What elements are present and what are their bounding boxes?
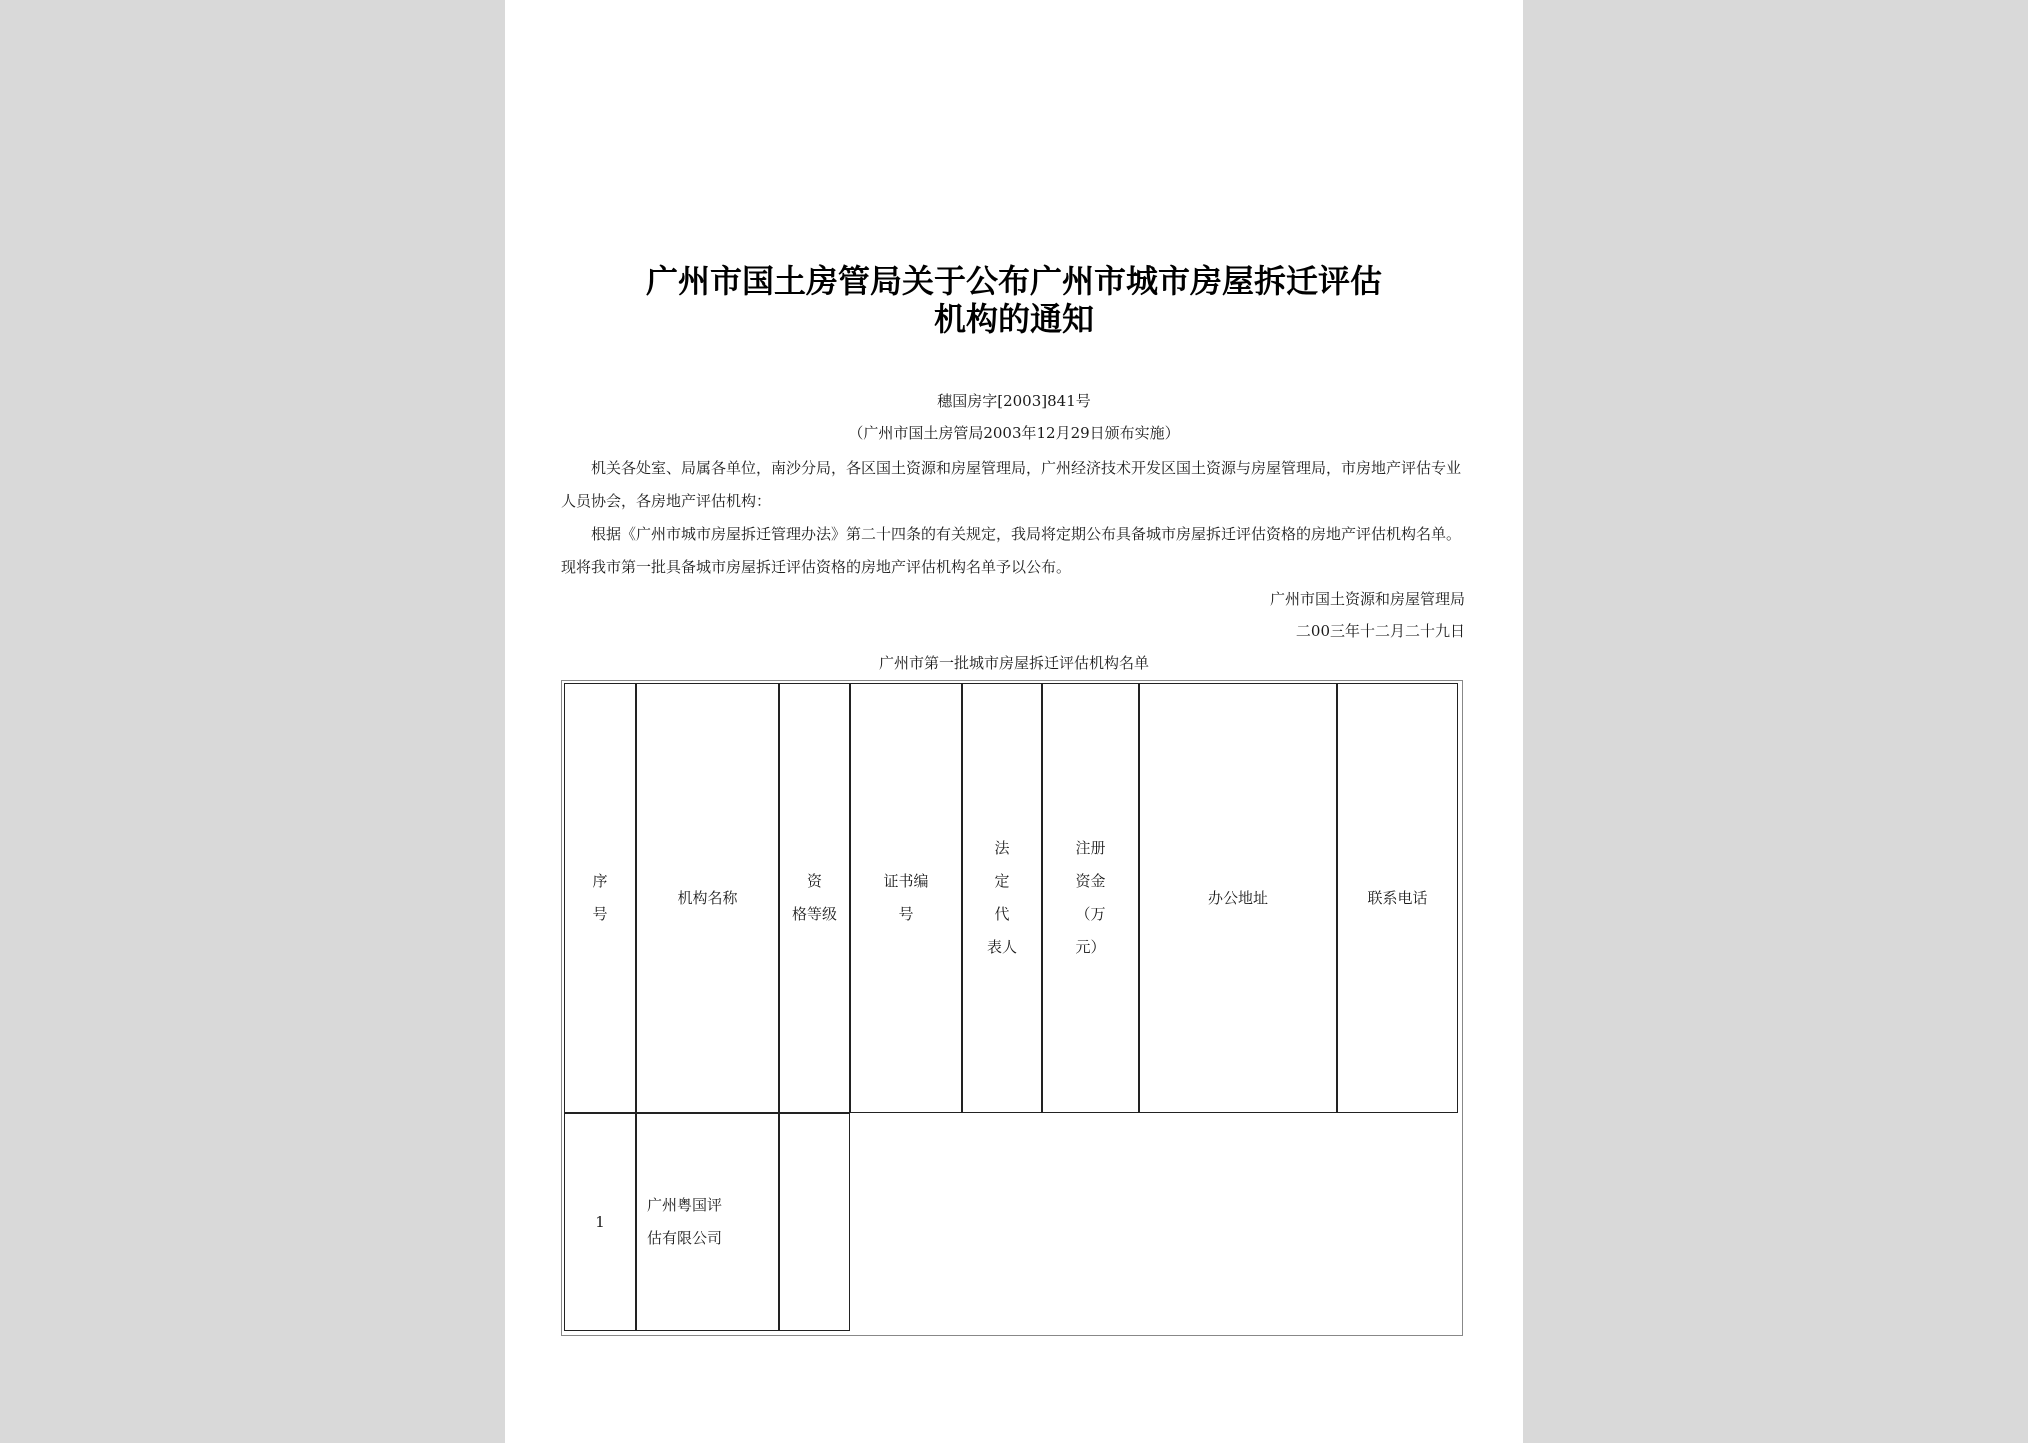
header-label: 序 号 [592,872,608,923]
header-cell-index [564,683,636,1113]
document-page [505,0,1523,1443]
header-cell-grade [779,683,850,1113]
table-caption: 广州市第一批城市房屋拆迁评估机构名单 [878,654,1149,672]
header-label: 办公地址 [1207,888,1268,907]
title-line-2: 机构的通知 [933,300,1094,338]
header-cell-address [1139,683,1337,1113]
header-cell-capital [1042,683,1139,1113]
header-label: 机构名称 [677,888,738,907]
institution-table [561,680,1463,1336]
header-cell-certificate [850,683,962,1113]
header-cell-legal-rep [962,683,1042,1113]
row-1-grade [779,1113,850,1331]
paragraph-addressees [561,452,1471,518]
header-label: 联系电话 [1367,888,1428,907]
document-number: 穗国房字[2003]841号 [937,392,1091,410]
cell-value: 1 [595,1212,605,1231]
document-title [505,262,1523,338]
header-label: 证书编 号 [883,872,929,923]
header-label: 注册 资金 （万 元） [1075,839,1106,956]
header-cell-name [636,683,779,1113]
issued-note: （广州市国土房管局2003年12月29日颁布实施） [848,424,1180,442]
paragraph-text: 机关各处室、局属各单位，南沙分局，各区国土资源和房屋管理局，广州经济技术开发区国土资源与房屋管理局，市房地产评估专业人员协会，各房地产评估机构： [561,459,1462,510]
signature-organization: 广州市国土资源和房屋管理局 [1269,590,1465,608]
title-line-1: 广州市国土房管局关于公布广州市城市房屋拆迁评估 [645,262,1382,300]
cell-value: 广州粤国评 估有限公司 [647,1196,723,1247]
paragraph-text: 根据《广州市城市房屋拆迁管理办法》第二十四条的有关规定，我局将定期公布具备城市房屋拆迁评估资格的房地产评估机构名单。现将我市第一批具备城市房屋拆迁评估资格的房地产评估机构名单予以公布。 [561,525,1462,576]
row-1-index [564,1113,636,1331]
row-1-name [636,1113,779,1331]
signature-date: 二00三年十二月二十九日 [1295,622,1465,640]
paragraph-notice [561,518,1471,584]
header-cell-phone [1337,683,1458,1113]
header-label: 资 格等级 [791,872,837,923]
header-label: 法 定 代 表人 [986,839,1017,956]
